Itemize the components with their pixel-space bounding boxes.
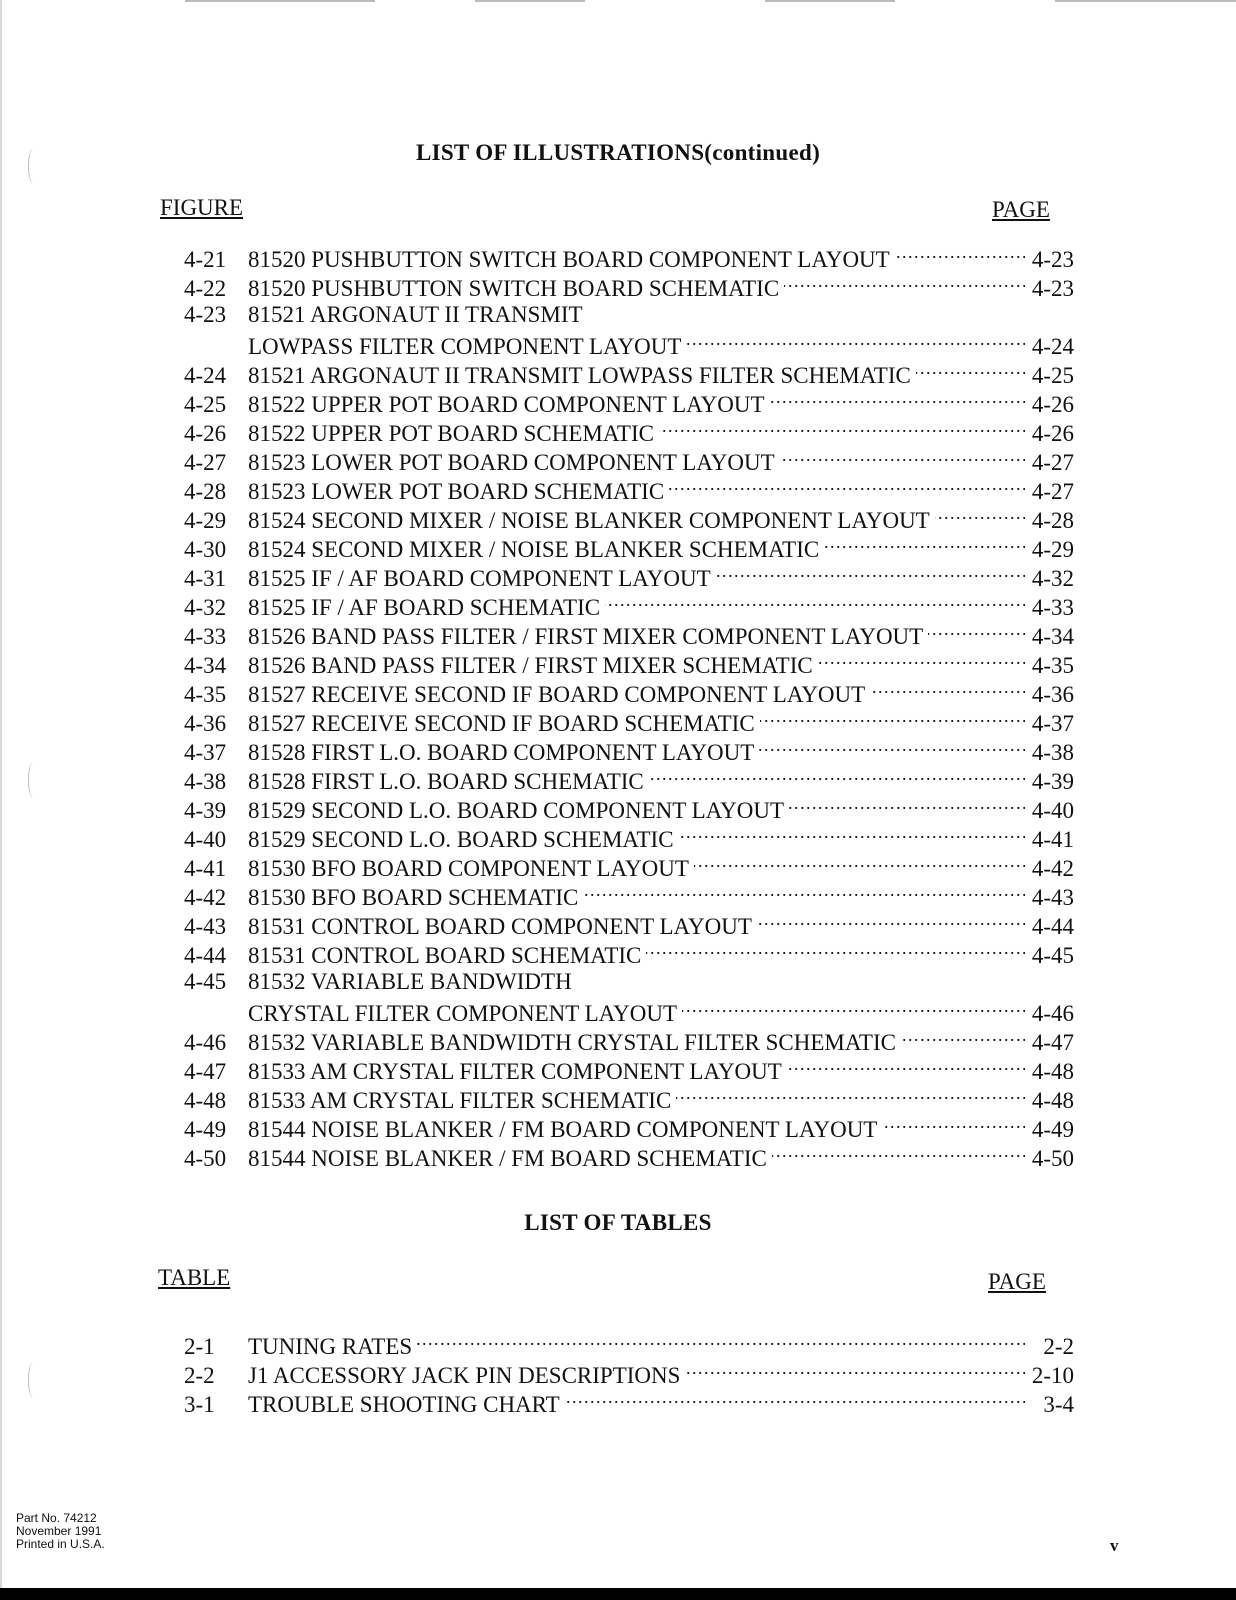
dot-leader — [928, 621, 1025, 644]
page-number: v — [1110, 1536, 1119, 1555]
punch-hole-mark — [28, 1362, 39, 1398]
item-number: 4-36 — [184, 711, 227, 736]
item-title: 81531 CONTROL BOARD COMPONENT LAYOUT — [248, 914, 752, 939]
dot-leader — [818, 650, 1025, 673]
dot-leader — [649, 766, 1025, 789]
item-number: 4-24 — [184, 363, 227, 388]
item-number: 4-28 — [184, 479, 227, 504]
item-title: LOWPASS FILTER COMPONENT LAYOUT — [248, 334, 682, 359]
item-page: 4-49 — [1031, 1117, 1074, 1142]
scan-bottom-edge — [0, 1588, 1236, 1600]
list-item — [184, 418, 1074, 447]
item-title: 81532 VARIABLE BANDWIDTH CRYSTAL FILTER SCHEMATIC — [248, 1030, 896, 1055]
item-title: 81520 PUSHBUTTON SWITCH BOARD SCHEMATIC — [248, 276, 780, 301]
item-number: 4-34 — [184, 653, 227, 678]
item-page: 4-28 — [1031, 508, 1074, 533]
item-title: 81527 RECEIVE SECOND IF BOARD COMPONENT LAYOUT — [248, 682, 866, 707]
list-item — [184, 331, 1074, 360]
dot-leader — [565, 1389, 1025, 1412]
list-item — [184, 1056, 1074, 1085]
item-number: 4-45 — [184, 969, 227, 994]
item-number: 4-50 — [184, 1146, 227, 1171]
item-number: 4-25 — [184, 392, 227, 417]
item-number: 4-38 — [184, 769, 227, 794]
item-number: 4-43 — [184, 914, 227, 939]
item-page: 4-34 — [1031, 624, 1074, 649]
item-number: 4-33 — [184, 624, 227, 649]
dot-leader — [679, 824, 1025, 847]
item-number: 4-46 — [184, 1030, 227, 1055]
item-title: 81523 LOWER POT BOARD SCHEMATIC — [248, 479, 665, 504]
dot-leader — [759, 737, 1025, 760]
illustrations-list — [184, 244, 1074, 1172]
item-title: 81523 LOWER POT BOARD COMPONENT LAYOUT — [248, 450, 775, 475]
list-item — [184, 1114, 1074, 1143]
list-item — [184, 1389, 1074, 1418]
item-title: 81526 BAND PASS FILTER / FIRST MIXER SCHEMATIC — [248, 653, 813, 678]
list-item — [184, 650, 1074, 679]
item-number: 4-40 — [184, 827, 227, 852]
list-item — [184, 244, 1074, 273]
item-number: 4-47 — [184, 1059, 227, 1084]
item-number: 4-21 — [184, 247, 227, 272]
item-page: 2-2 — [1043, 1334, 1074, 1359]
item-title: 81530 BFO BOARD COMPONENT LAYOUT — [248, 856, 689, 881]
item-page: 4-33 — [1031, 595, 1074, 620]
item-number: 2-2 — [184, 1363, 215, 1388]
list-item — [184, 737, 1074, 766]
item-title: 81531 CONTROL BOARD SCHEMATIC — [248, 943, 642, 968]
part-info — [16, 1512, 105, 1551]
item-title: 81524 SECOND MIXER / NOISE BLANKER COMPONENT LAYOUT — [248, 508, 930, 533]
page-column-header: PAGE — [992, 197, 1050, 222]
item-title: 81521 ARGONAUT II TRANSMIT LOWPASS FILTER SCHEMATIC — [248, 363, 911, 388]
dot-leader — [417, 1331, 1025, 1354]
table-column-header: TABLE — [158, 1265, 231, 1290]
illustrations-heading: LIST OF ILLUSTRATIONS(continued) — [415, 140, 821, 165]
list-item — [184, 534, 1074, 563]
list-item — [184, 824, 1074, 853]
dot-leader — [895, 244, 1025, 267]
item-page: 4-26 — [1031, 421, 1074, 446]
item-title: 81522 UPPER POT BOARD SCHEMATIC — [248, 421, 654, 446]
list-item — [184, 476, 1074, 505]
item-page: 4-25 — [1031, 363, 1074, 388]
item-page: 4-48 — [1031, 1088, 1074, 1113]
item-title: 81529 SECOND L.O. BOARD COMPONENT LAYOUT — [248, 798, 785, 823]
item-title: CRYSTAL FILTER COMPONENT LAYOUT — [248, 1001, 678, 1026]
item-page: 4-35 — [1031, 653, 1074, 678]
item-page: 4-23 — [1031, 247, 1074, 272]
scan-left-edge — [0, 0, 2, 1590]
item-title: 81530 BFO BOARD SCHEMATIC — [248, 885, 579, 910]
item-page: 4-38 — [1031, 740, 1074, 765]
dot-leader — [882, 1114, 1025, 1137]
item-title: J1 ACCESSORY JACK PIN DESCRIPTIONS — [248, 1363, 681, 1388]
item-page: 4-50 — [1031, 1146, 1074, 1171]
item-number: 4-35 — [184, 682, 227, 707]
item-number: 4-39 — [184, 798, 227, 823]
list-item — [184, 1331, 1074, 1360]
item-title: 81544 NOISE BLANKER / FM BOARD SCHEMATIC — [248, 1146, 767, 1171]
item-number: 4-44 — [184, 943, 227, 968]
dot-leader — [659, 418, 1025, 441]
list-item — [184, 708, 1074, 737]
item-page: 4-27 — [1031, 450, 1074, 475]
list-item — [184, 853, 1074, 882]
item-page: 4-23 — [1031, 276, 1074, 301]
dot-leader — [669, 476, 1025, 499]
item-page: 4-39 — [1031, 769, 1074, 794]
dot-leader — [784, 273, 1025, 296]
item-number: 4-27 — [184, 450, 227, 475]
dot-leader — [605, 592, 1025, 615]
item-page: 4-37 — [1031, 711, 1074, 736]
item-title: TROUBLE SHOOTING CHART — [248, 1392, 560, 1417]
item-page: 4-47 — [1031, 1030, 1074, 1055]
figure-column-header: FIGURE — [160, 195, 244, 220]
item-page: 4-43 — [1031, 885, 1074, 910]
item-page: 4-45 — [1031, 943, 1074, 968]
item-page: 3-4 — [1043, 1392, 1074, 1417]
list-item — [184, 592, 1074, 621]
item-number: 4-37 — [184, 740, 227, 765]
item-number: 4-49 — [184, 1117, 227, 1142]
item-page: 2-10 — [1031, 1363, 1074, 1388]
list-item — [184, 911, 1074, 940]
item-title: 81521 ARGONAUT II TRANSMIT — [248, 302, 583, 327]
item-title: 81520 PUSHBUTTON SWITCH BOARD COMPONENT LAYOUT — [248, 247, 890, 272]
item-title: 81525 IF / AF BOARD SCHEMATIC — [248, 595, 601, 620]
list-item — [184, 766, 1074, 795]
item-number: 2-1 — [184, 1334, 215, 1359]
dot-leader — [760, 708, 1025, 731]
dot-leader — [682, 998, 1025, 1021]
list-item — [184, 505, 1074, 534]
list-item — [184, 1027, 1074, 1056]
item-title: 81527 RECEIVE SECOND IF BOARD SCHEMATIC — [248, 711, 755, 736]
dot-leader — [685, 1360, 1025, 1383]
item-title: 81524 SECOND MIXER / NOISE BLANKER SCHEMATIC — [248, 537, 820, 562]
dot-leader — [770, 389, 1025, 412]
item-title: 81522 UPPER POT BOARD COMPONENT LAYOUT — [248, 392, 765, 417]
item-page: 4-46 — [1031, 1001, 1074, 1026]
list-item — [184, 621, 1074, 650]
dot-leader — [935, 505, 1025, 528]
dot-leader — [757, 911, 1025, 934]
item-page: 4-26 — [1031, 392, 1074, 417]
dot-leader — [676, 1085, 1025, 1108]
item-number: 4-31 — [184, 566, 227, 591]
dot-leader — [716, 563, 1025, 586]
dot-leader — [772, 1143, 1025, 1166]
scan-edge-line — [765, 0, 895, 2]
item-page: 4-42 — [1031, 856, 1074, 881]
scan-edge-line — [185, 0, 375, 2]
item-title: 81529 SECOND L.O. BOARD SCHEMATIC — [248, 827, 674, 852]
item-number: 4-29 — [184, 508, 227, 533]
list-item — [184, 360, 1074, 389]
item-title: TUNING RATES — [248, 1334, 413, 1359]
tables-heading: LIST OF TABLES — [524, 1210, 712, 1235]
list-item — [184, 302, 1074, 331]
item-number: 4-41 — [184, 856, 227, 881]
item-title: 81528 FIRST L.O. BOARD SCHEMATIC — [248, 769, 644, 794]
list-item — [184, 389, 1074, 418]
list-item — [184, 273, 1074, 302]
item-page: 4-40 — [1031, 798, 1074, 823]
list-item — [184, 1143, 1074, 1172]
item-number: 4-22 — [184, 276, 227, 301]
item-title: 81525 IF / AF BOARD COMPONENT LAYOUT — [248, 566, 711, 591]
item-page: 4-29 — [1031, 537, 1074, 562]
item-title: 81533 AM CRYSTAL FILTER COMPONENT LAYOUT — [248, 1059, 782, 1084]
publication-date: November 1991 — [16, 1524, 102, 1538]
dot-leader — [646, 940, 1025, 963]
list-item — [184, 969, 1074, 998]
dot-leader — [694, 853, 1025, 876]
scan-edge-line — [475, 0, 585, 2]
item-number: 4-30 — [184, 537, 227, 562]
list-item — [184, 447, 1074, 476]
dot-leader — [686, 331, 1025, 354]
item-page: 4-36 — [1031, 682, 1074, 707]
item-page: 4-24 — [1031, 334, 1074, 359]
item-page: 4-32 — [1031, 566, 1074, 591]
dot-leader — [789, 795, 1025, 818]
page-column-header: PAGE — [988, 1269, 1046, 1294]
printed-location: Printed in U.S.A. — [16, 1537, 105, 1551]
scan-edge-line — [1055, 0, 1236, 2]
item-number: 4-42 — [184, 885, 227, 910]
item-page: 4-48 — [1031, 1059, 1074, 1084]
item-title: 81533 AM CRYSTAL FILTER SCHEMATIC — [248, 1088, 672, 1113]
item-number: 3-1 — [184, 1392, 215, 1417]
item-title: 81532 VARIABLE BANDWIDTH — [248, 969, 572, 994]
item-number: 4-26 — [184, 421, 227, 446]
list-item — [184, 1085, 1074, 1114]
dot-leader — [780, 447, 1025, 470]
dot-leader — [583, 882, 1025, 905]
item-page: 4-41 — [1031, 827, 1074, 852]
item-number: 4-23 — [184, 302, 227, 327]
dot-leader — [901, 1027, 1025, 1050]
part-number: Part No. 74212 — [16, 1511, 97, 1525]
list-item — [184, 882, 1074, 911]
item-title: 81526 BAND PASS FILTER / FIRST MIXER COMPONENT LAYOUT — [248, 624, 924, 649]
list-item — [184, 679, 1074, 708]
list-item — [184, 940, 1074, 969]
tables-list — [184, 1331, 1074, 1418]
list-item — [184, 563, 1074, 592]
dot-leader — [916, 360, 1025, 383]
list-item — [184, 998, 1074, 1027]
item-page: 4-27 — [1031, 479, 1074, 504]
punch-hole-mark — [28, 762, 39, 798]
list-item — [184, 795, 1074, 824]
dot-leader — [787, 1056, 1025, 1079]
item-number: 4-32 — [184, 595, 227, 620]
dot-leader — [824, 534, 1025, 557]
item-title: 81544 NOISE BLANKER / FM BOARD COMPONENT LAYOUT — [248, 1117, 878, 1142]
item-title: 81528 FIRST L.O. BOARD COMPONENT LAYOUT — [248, 740, 755, 765]
dot-leader — [870, 679, 1025, 702]
item-page: 4-44 — [1031, 914, 1074, 939]
item-number: 4-48 — [184, 1088, 227, 1113]
list-item — [184, 1360, 1074, 1389]
